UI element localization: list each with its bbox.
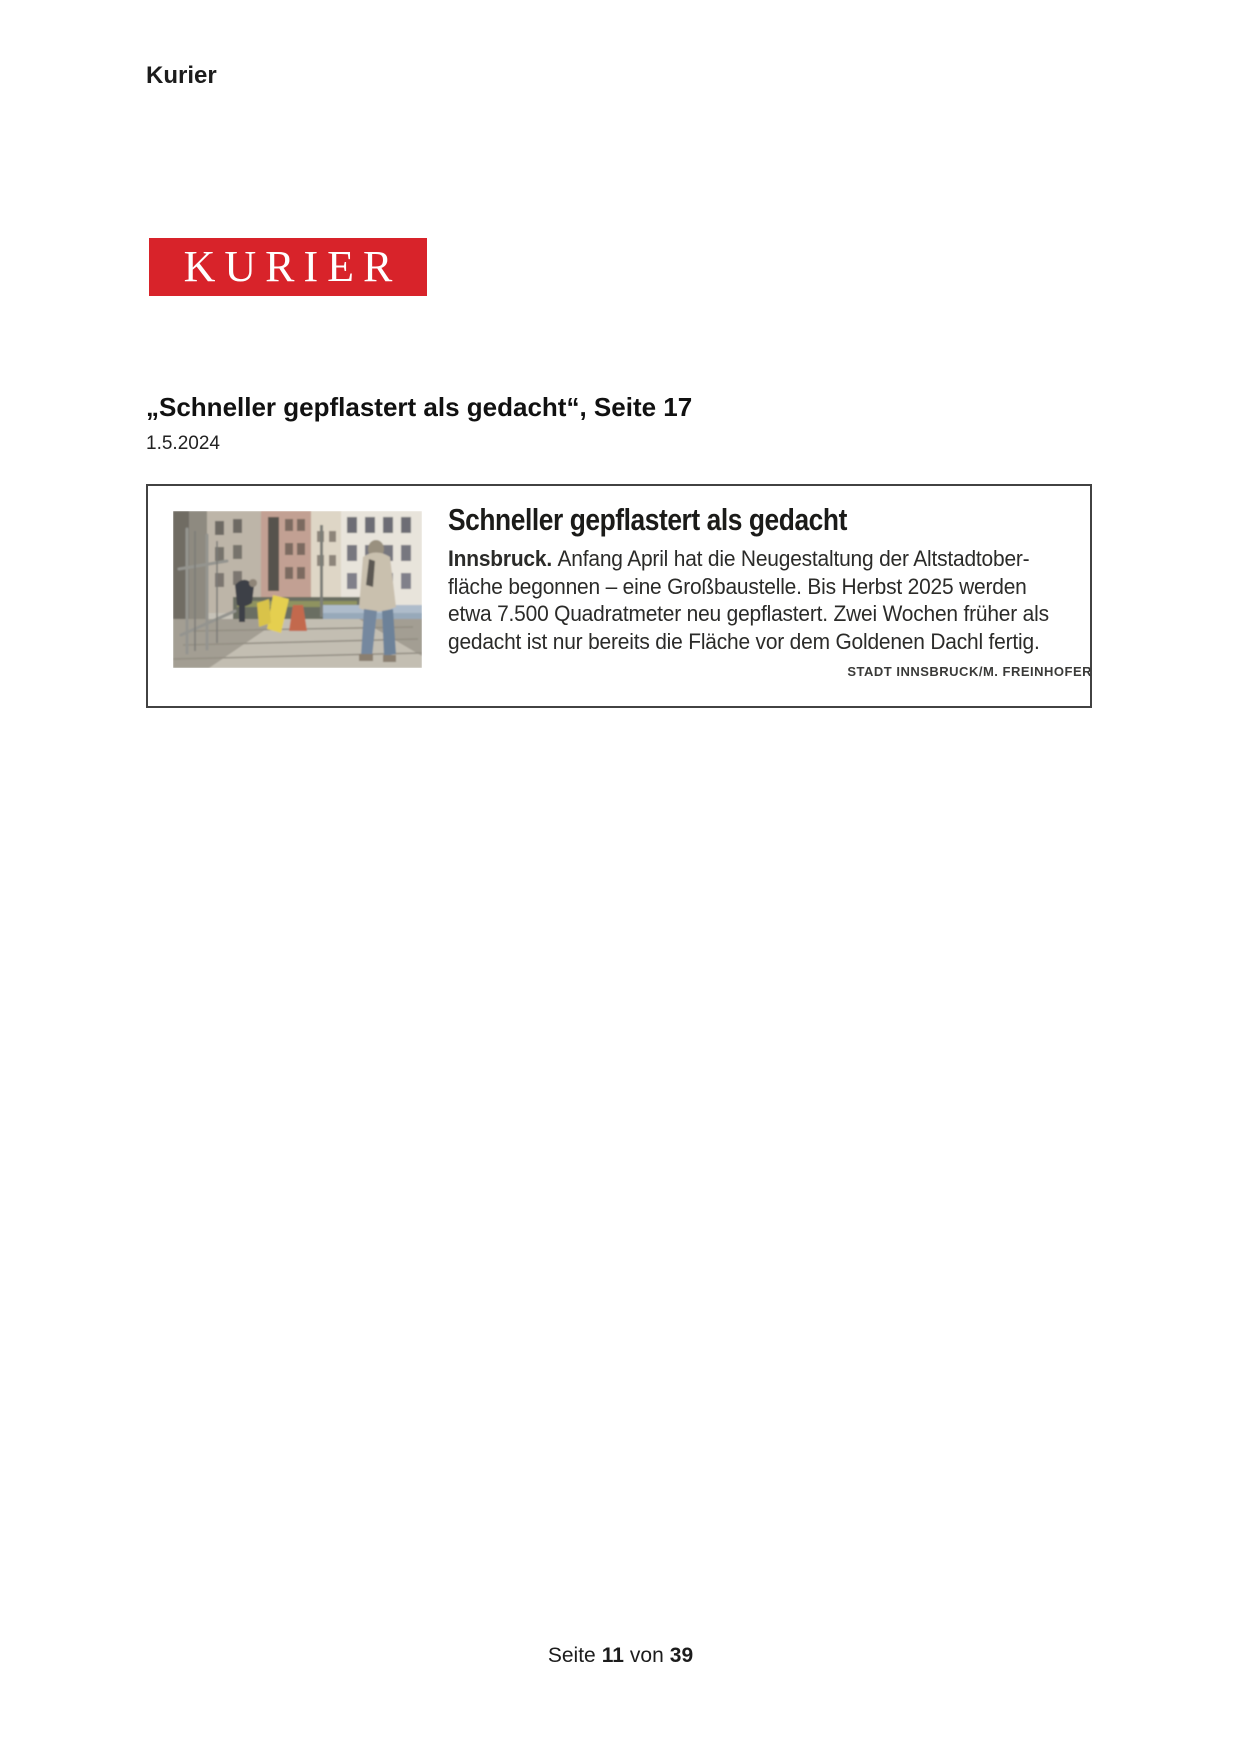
clipping-body (448, 545, 1047, 655)
body-lead-in: Innsbruck. (448, 546, 552, 571)
newspaper-clipping-box (146, 484, 1092, 708)
footer-prefix: Seite (547, 1644, 596, 1667)
street-scene-illustration (173, 511, 422, 668)
footer-total-pages: 39 (669, 1644, 694, 1667)
page-footer (0, 1644, 1241, 1668)
kurier-logo (149, 238, 427, 296)
clipping-headline: Schneller gepflastert als gedacht (448, 502, 847, 537)
footer-page-number: 11 (601, 1644, 624, 1667)
article-reference-headline: „Schneller gepflastert als gedacht“, Seite 17 (146, 392, 693, 422)
body-line: etwa 7.500 Quadratmeter neu gepflastert. Zwei Wochen früher als (448, 601, 1049, 626)
body-line (448, 545, 1047, 573)
kurier-logo-text: KURIER (183, 242, 402, 291)
article-reference-date: 1.5.2024 (146, 433, 220, 454)
body-line: gedacht ist nur bereits die Fläche vor dem Goldenen Dachl fertig. (448, 628, 1040, 654)
clipping-photo (173, 511, 422, 668)
footer-of-word: von (629, 1644, 664, 1667)
photo-credit: STADT INNSBRUCK/M. FREINHOFER (847, 664, 1092, 679)
document-header-label: Kurier (146, 62, 217, 89)
body-line-text: Anfang April hat die Neugestaltung der Altstadtober- (557, 546, 1030, 571)
clipping-text-column (448, 502, 1092, 679)
body-line: fläche begonnen – eine Großbaustelle. Bis Herbst 2025 werden (448, 573, 1027, 599)
